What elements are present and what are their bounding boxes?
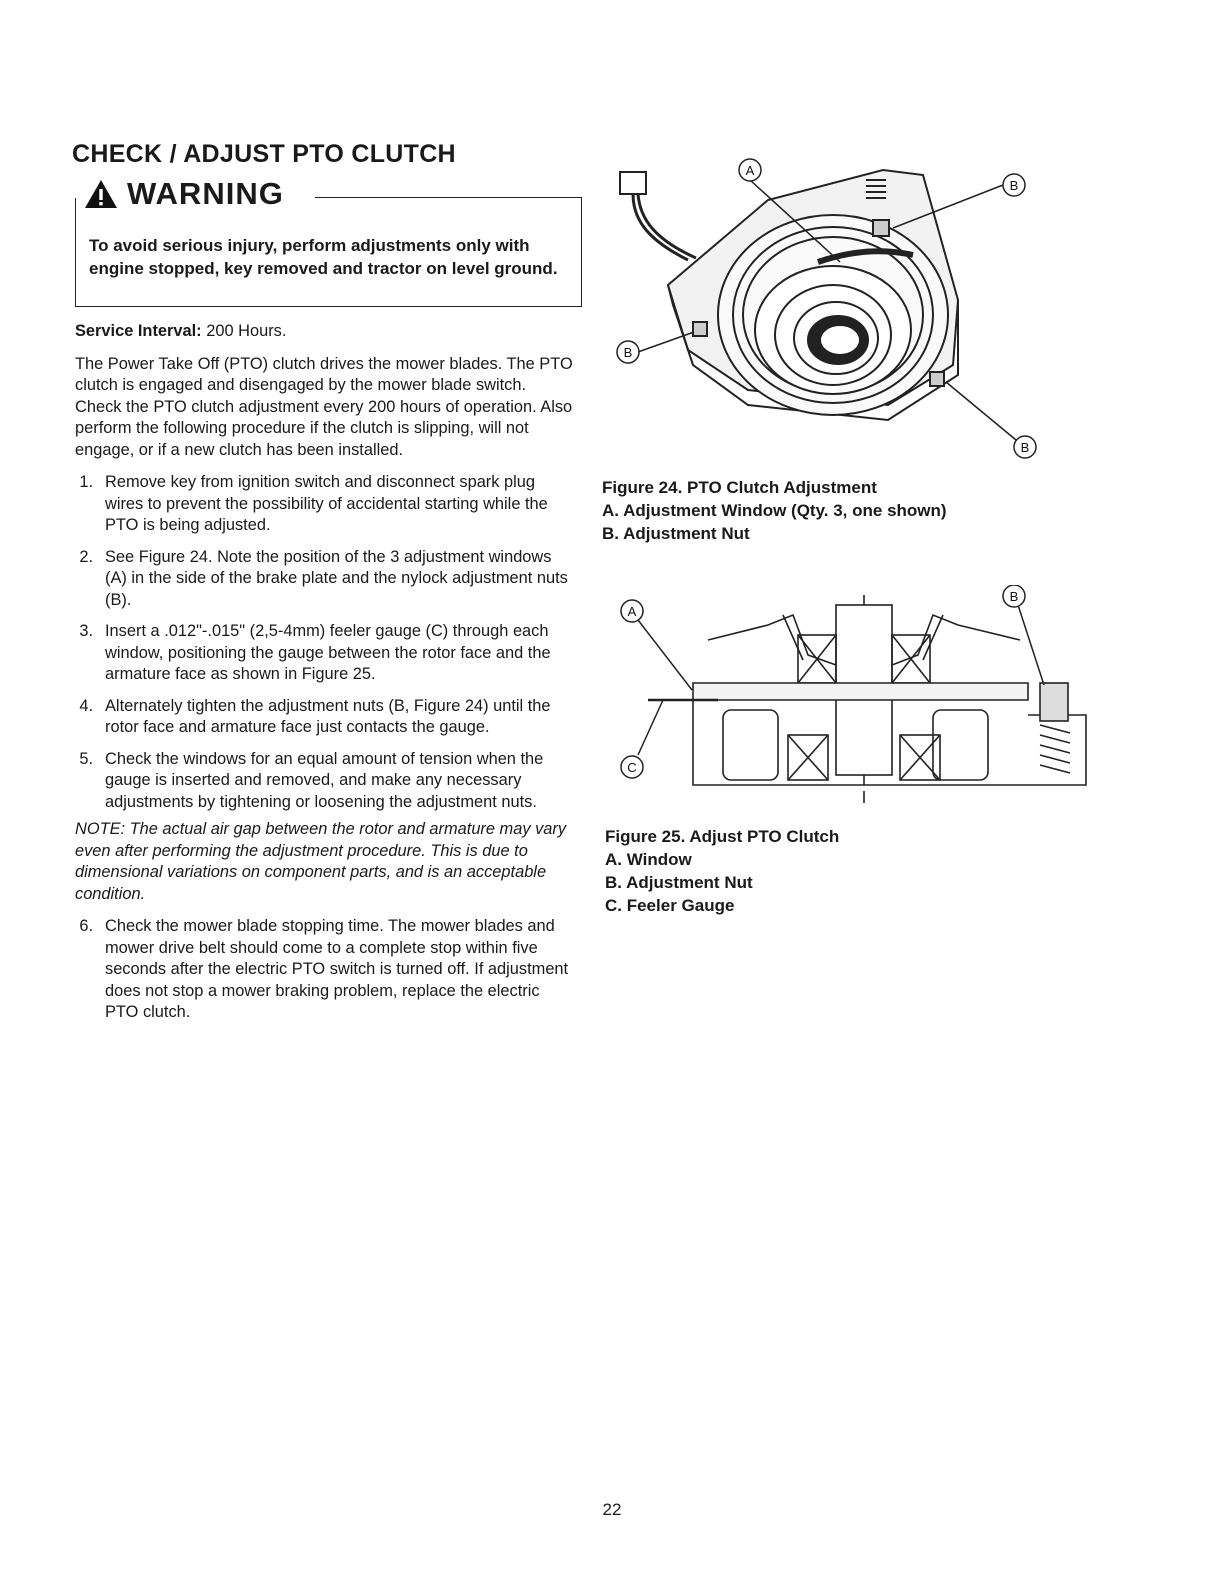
callout-b-label: B <box>623 345 633 360</box>
service-interval-label: Service Interval: <box>75 322 202 340</box>
steps-list-2 <box>75 916 575 1024</box>
note-paragraph: NOTE: The actual air gap between the rotor and armature may vary even after performing the adjustment procedure. This is due to dimensional variations on component parts, and is an acceptable condition. <box>75 820 567 903</box>
steps-list <box>75 472 575 813</box>
figure-25-item-c: C. Feeler Gauge <box>605 896 735 915</box>
figure-25-caption <box>605 825 839 917</box>
figure-24-illustration <box>608 150 1048 470</box>
warning-label: WARNING <box>127 176 284 211</box>
figure-25-illustration <box>608 585 1094 805</box>
figure-24-title: Figure 24. PTO Clutch Adjustment <box>602 478 877 497</box>
body-column <box>75 321 575 1034</box>
page-number: 22 <box>602 1500 622 1519</box>
figure-25-item-b: B. Adjustment Nut <box>605 873 753 892</box>
warning-text: To avoid serious injury, perform adjustments only with engine stopped, key removed and tractor on level ground. <box>89 236 558 278</box>
warning-triangle-icon <box>83 178 119 210</box>
warning-header <box>83 176 290 212</box>
step-item: 2. See Figure 24. Note the position of the 3 adjustment windows (A) in the side of the brake plate and the nylock adjustment nuts (B). <box>79 547 568 609</box>
figure-25-item-a: A. Window <box>605 850 692 869</box>
step-item: 6. Check the mower blade stopping time. The mower blades and mower drive belt should come to a complete stop within five seconds after the electric PTO switch is turned off. If adjustment does not stop a mower braking problem, replace the electric PTO clutch. <box>79 917 569 1021</box>
callout-b-label: B <box>1009 178 1019 193</box>
callout-b-label: B <box>1009 589 1019 604</box>
intro-paragraph: The Power Take Off (PTO) clutch drives the mower blades. The PTO clutch is engaged and disengaged by the mower blade switch. Check the PTO clutch adjustment every 200 hours of operation. Also perform the following procedure if the clutch is slipping, will not engage, or if a new clutch has been installed. <box>75 354 573 459</box>
callout-b-label: B <box>1020 440 1030 455</box>
callout-a-label: A <box>627 604 637 619</box>
step-item: 1. Remove key from ignition switch and disconnect spark plug wires to prevent the possibility of accidental starting while the PTO is being adjusted. <box>79 473 548 534</box>
step-item: 3. Insert a .012"-.015" (2,5-4mm) feeler gauge (C) through each window, positioning the gauge between the rotor face and the armature face as shown in Figure 25. <box>79 622 551 683</box>
service-interval-value: 200 Hours. <box>206 322 287 340</box>
figure-24-caption <box>602 476 947 545</box>
step-item: 4. Alternately tighten the adjustment nuts (B, Figure 24) until the rotor face and armature face just contacts the gauge. <box>79 696 551 736</box>
figure-24-item-a: A. Adjustment Window (Qty. 3, one shown) <box>602 501 947 520</box>
callout-c-label: C <box>627 760 637 775</box>
warning-box <box>75 176 582 307</box>
callout-a-label: A <box>745 163 755 178</box>
service-interval <box>75 321 575 343</box>
page-title: CHECK / ADJUST PTO CLUTCH <box>72 140 456 168</box>
step-item: 5. Check the windows for an equal amount of tension when the gauge is inserted and removed, and make any necessary adjustments by tightening or loosening the adjustment nuts. <box>79 749 544 811</box>
figure-24-item-b: B. Adjustment Nut <box>602 524 750 543</box>
figure-25-title: Figure 25. Adjust PTO Clutch <box>605 827 840 846</box>
